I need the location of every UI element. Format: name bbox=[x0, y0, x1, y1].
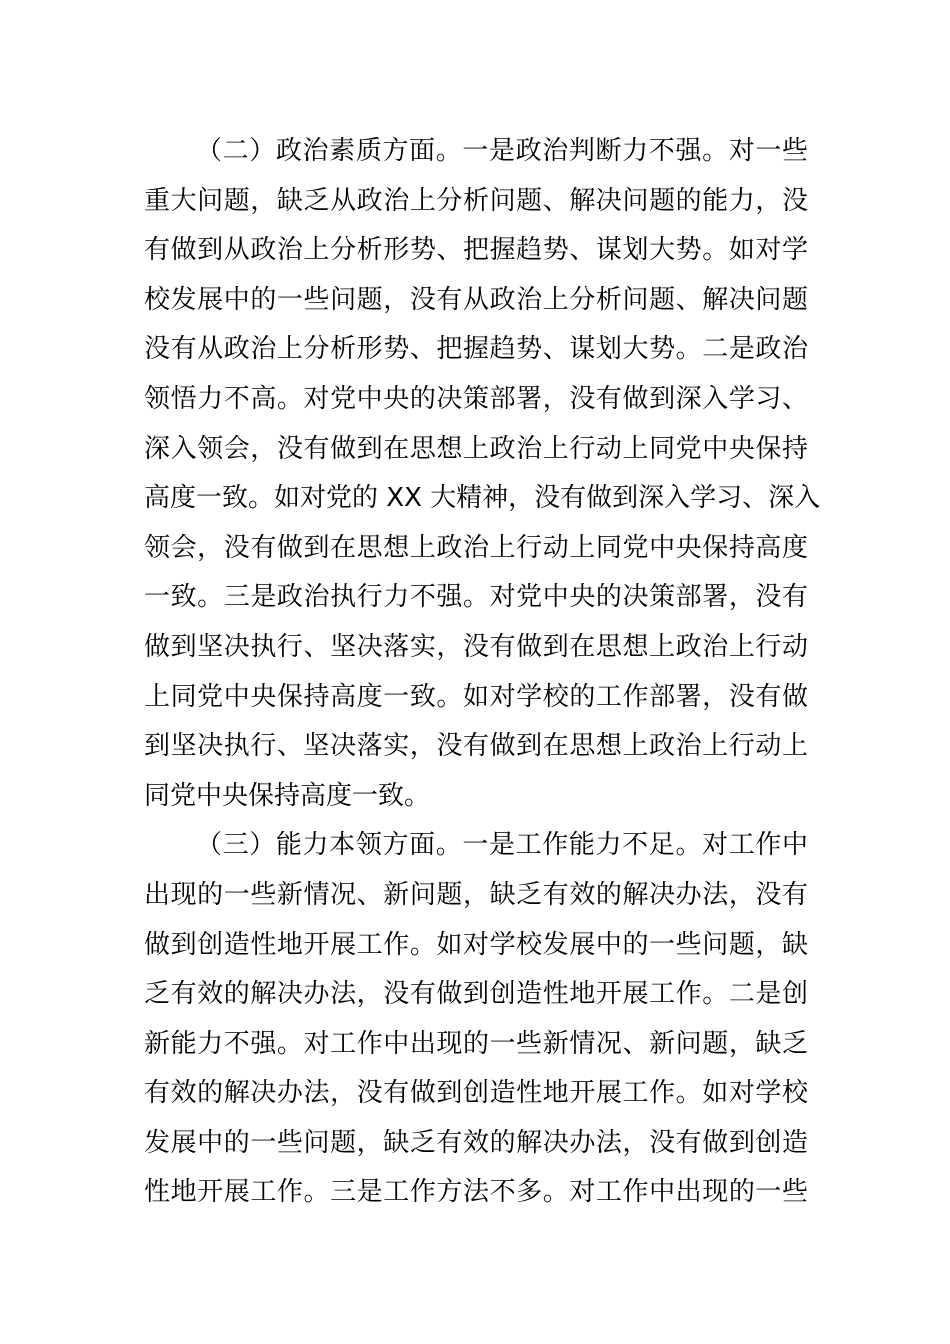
paragraph-line: 重大问题，缺乏从政治上分析问题、解决问题的能力，没 bbox=[144, 185, 808, 216]
paragraph-line: 做到坚决执行、坚决落实，没有做到在思想上政治上行动 bbox=[144, 631, 808, 662]
document-body bbox=[144, 127, 821, 1218]
paragraph-political-quality bbox=[144, 127, 821, 821]
paragraph-line: （二）政治素质方面。一是政治判断力不强。对一些 bbox=[196, 136, 808, 166]
paragraph-line: 做到创造性地开展工作。如对学校发展中的一些问题，缺 bbox=[144, 929, 808, 960]
paragraph-line: 领悟力不高。对党中央的决策部署，没有做到深入学习、 bbox=[144, 383, 808, 414]
paragraph-line: 出现的一些新情况、新问题，缺乏有效的解决办法，没有 bbox=[144, 879, 808, 910]
paragraph-line: 上同党中央保持高度一致。如对学校的工作部署，没有做 bbox=[144, 681, 808, 712]
paragraph-line: 有效的解决办法，没有做到创造性地开展工作。如对学校 bbox=[144, 1078, 808, 1109]
paragraph-line: 有做到从政治上分析形势、把握趋势、谋划大势。如对学 bbox=[144, 235, 808, 266]
paragraph-line: 同党中央保持高度一致。 bbox=[144, 780, 431, 811]
paragraph-line: 乏有效的解决办法，没有做到创造性地开展工作。二是创 bbox=[144, 979, 808, 1010]
paragraph-line: 新能力不强。对工作中出现的一些新情况、新问题，缺乏 bbox=[144, 1028, 808, 1059]
paragraph-line: 性地开展工作。三是工作方法不多。对工作中出现的一些 bbox=[144, 1177, 808, 1208]
paragraph-line: 一致。三是政治执行力不强。对党中央的决策部署，没有 bbox=[144, 582, 808, 613]
paragraph-line: 到坚决执行、坚决落实，没有做到在思想上政治上行动上 bbox=[144, 731, 808, 762]
paragraph-line: 没有从政治上分析形势、把握趋势、谋划大势。二是政治 bbox=[144, 334, 808, 365]
paragraph-line: 领会，没有做到在思想上政治上行动上同党中央保持高度 bbox=[144, 532, 808, 563]
paragraph-line: 发展中的一些问题，缺乏有效的解决办法，没有做到创造 bbox=[144, 1127, 808, 1158]
paragraph-line: 深入领会，没有做到在思想上政治上行动上同党中央保持 bbox=[144, 433, 808, 464]
paragraph-line: （三）能力本领方面。一是工作能力不足。对工作中 bbox=[196, 830, 808, 861]
paragraph-ability bbox=[144, 821, 808, 1218]
paragraph-line: 校发展中的一些问题，没有从政治上分析问题、解决问题 bbox=[144, 284, 808, 315]
paragraph-line: 高度一致。如对党的 XX 大精神，没有做到深入学习、深入 bbox=[144, 483, 821, 514]
